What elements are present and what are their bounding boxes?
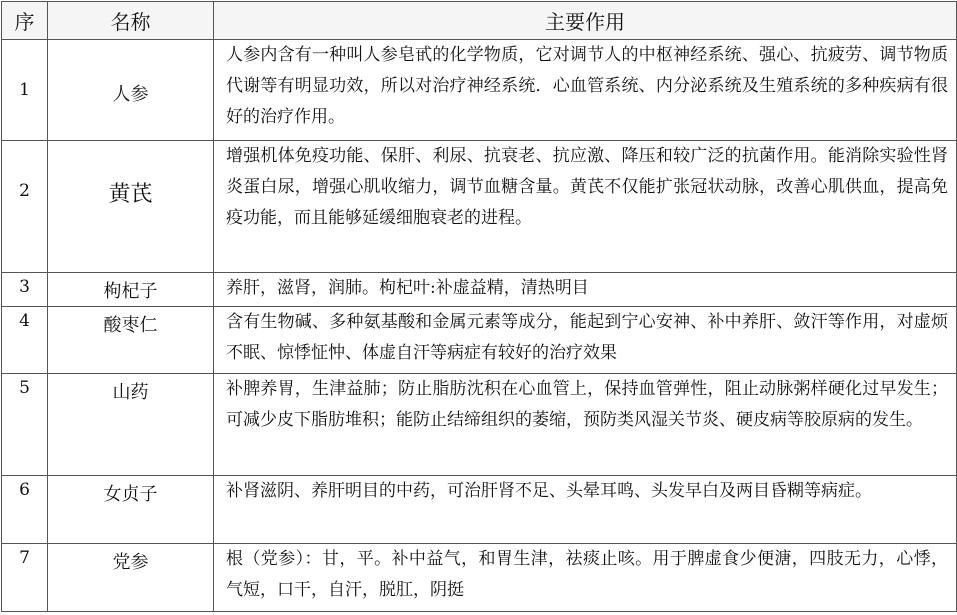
table-row	[2, 476, 957, 544]
row-index: 4	[2, 307, 48, 374]
table-row	[2, 307, 957, 374]
row-name: 酸枣仁	[48, 307, 214, 374]
row-effect: 人参内含有一种叫人参皂甙的化学物质，它对调节人的中枢神经系统、强心、抗疲劳、调节物质代谢等有明显功效，所以对治疗神经系统．心血管系统、内分泌系统及生殖系统的多种疾病有很好的治疗作用。	[214, 40, 957, 141]
row-index: 2	[2, 141, 48, 273]
row-name: 黄芪	[48, 141, 214, 273]
header-effect: 主要作用	[214, 2, 957, 40]
row-effect: 补脾养胃，生津益肺；防止脂肪沈积在心血管上，保持血管弹性，阻止动脉粥样硬化过早发生；可减少皮下脂肪堆积；能防止结缔组织的萎缩，预防类风湿关节炎、硬皮病等胶原病的发生。	[214, 374, 957, 476]
row-index: 5	[2, 374, 48, 476]
row-name: 人参	[48, 40, 214, 141]
table-row	[2, 40, 957, 141]
row-index: 3	[2, 273, 48, 307]
row-index: 6	[2, 476, 48, 544]
row-effect: 含有生物碱、多种氨基酸和金属元素等成分，能起到宁心安神、补中养肝、敛汗等作用，对虚烦不眠、惊悸怔忡、体虚自汗等病症有较好的治疗效果	[214, 307, 957, 374]
row-name: 山药	[48, 374, 214, 476]
row-index: 1	[2, 40, 48, 141]
header-index: 序	[2, 2, 48, 40]
table-row	[2, 273, 957, 307]
row-index: 7	[2, 544, 48, 612]
row-effect: 增强机体免疫功能、保肝、利尿、抗衰老、抗应激、降压和较广泛的抗菌作用。能消除实验性肾炎蛋白尿，增强心肌收缩力，调节血糖含量。黄芪不仅能扩张冠状动脉，改善心肌供血，提高免疫功能，而且能够延缓细胞衰老的进程。	[214, 141, 957, 273]
herb-table	[1, 1, 957, 612]
row-effect: 养肝，滋肾，润肺。枸杞叶:补虚益精，清热明目	[214, 273, 957, 307]
header-row	[2, 2, 957, 40]
row-effect: 补肾滋阴、养肝明目的中药，可治肝肾不足、头晕耳鸣、头发早白及两目昏糊等病症。	[214, 476, 957, 544]
row-name: 枸杞子	[48, 273, 214, 307]
row-effect: 根（党参）：甘，平。补中益气，和胃生津，祛痰止咳。用于脾虚食少便溏，四肢无力，心悸，气短，口干，自汗，脱肛，阴挺	[214, 544, 957, 612]
table-row	[2, 374, 957, 476]
row-name: 女贞子	[48, 476, 214, 544]
table-row	[2, 544, 957, 612]
table-row	[2, 141, 957, 273]
header-name: 名称	[48, 2, 214, 40]
row-name: 党参	[48, 544, 214, 612]
